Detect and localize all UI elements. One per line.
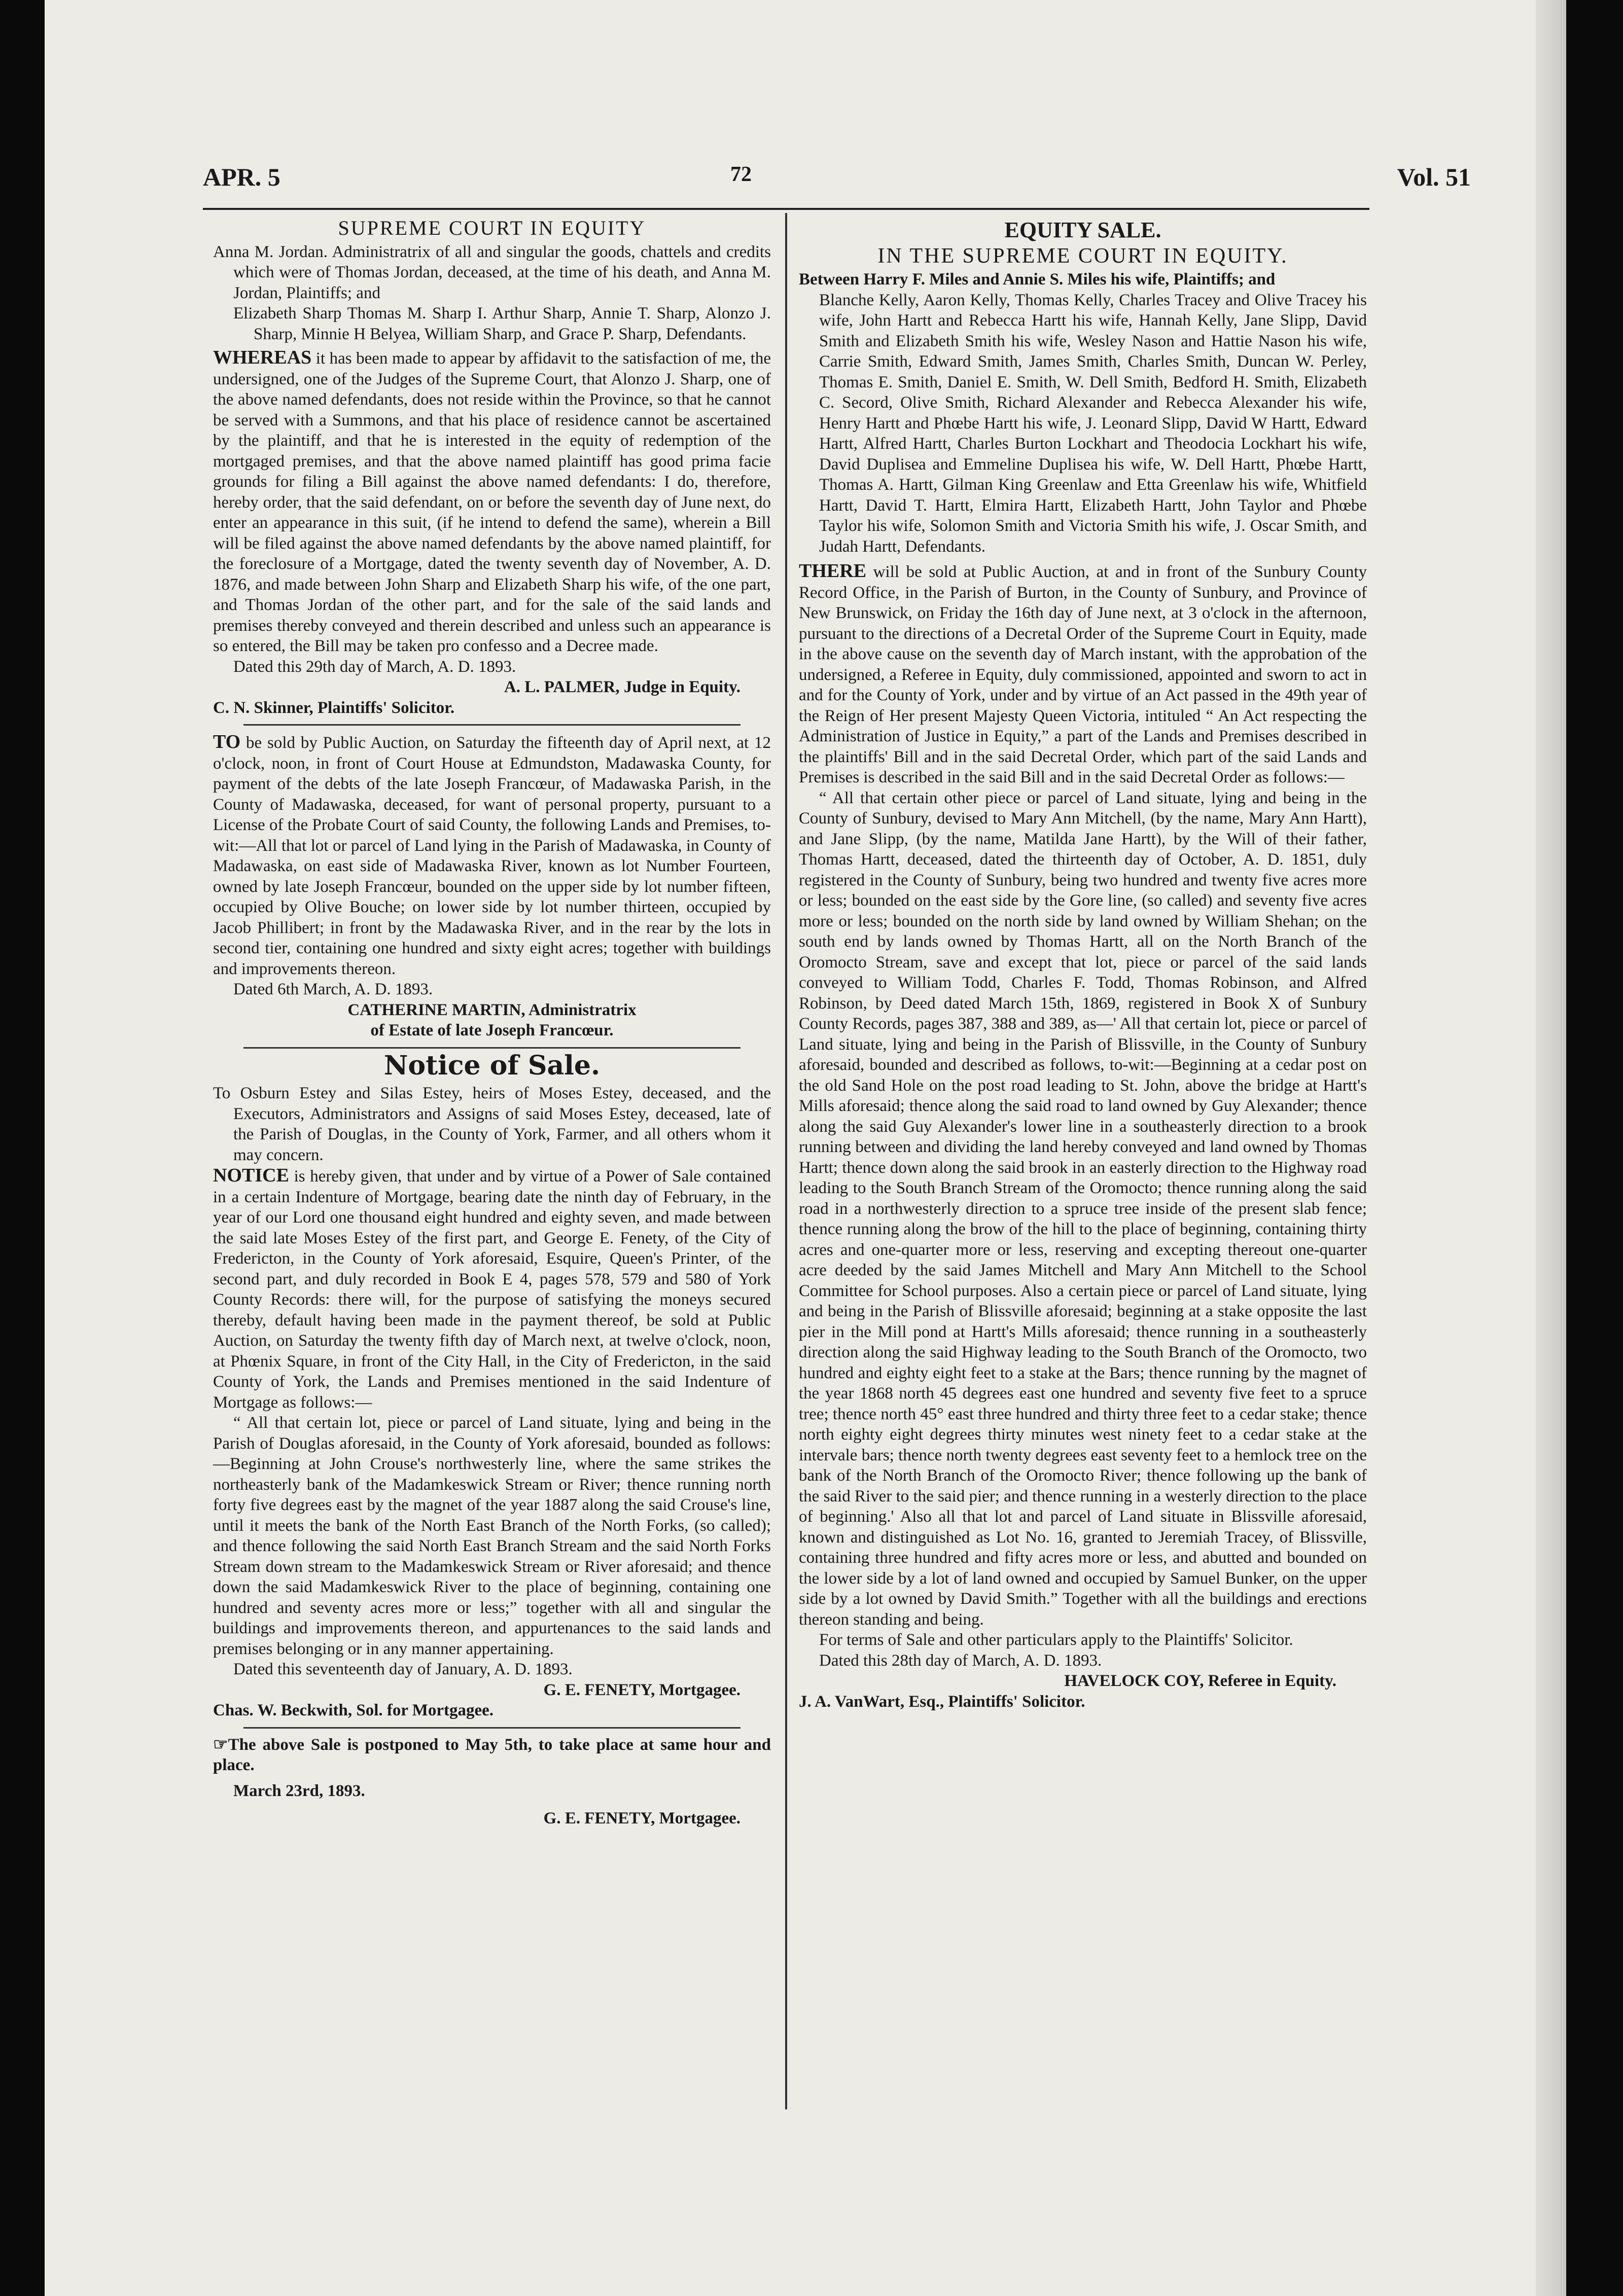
plaintiffs: Anna M. Jordan. Administratrix of all and singular the goods, chattels and credits which were of Thomas Jordan, deceased, at the time of his death, and Anna M. Jordan, Plaintiffs; and <box>213 242 771 302</box>
defendants-list: Blanche Kelly, Aaron Kelly, Thomas Kelly, Charles Tracey and Olive Tracey his wife, John Hartt and Rebecca Hartt his wife, Hannah Kelly, Jane Slipp, David Smith and Elizabeth Smith his wife, Wesley Nason and Hattie Nason his wife, Carrie Smith, Edward Smith, James Smith, Charles Smith, Duncan W. Perley, Thomas E. Smith, Daniel E. Smith, W. Dell Smith, Bedford H. Smith, Elizabeth C. Secord, Olive Smith, Richard Alexander and Rebecca Alexander his wife, Henry Hartt and Phœbe Hartt his wife, J. Leonard Slipp, David W Hartt, Edward Hartt, Alfred Hartt, Charles Burton Lockhart and Theodocia Lockhart his wife, David Duplisea and Emmeline Duplisea his wife, W. Dell Hartt, Phœbe Hartt, Thomas A. Hartt, Gilman King Greenlaw and Etta Greenlaw his wife, Whitfield Hartt, David T. Hartt, Elmira Hartt, Elizabeth Hartt, John Taylor and Phœbe Taylor his wife, Solomon Smith and Victoria Smith his wife, J. Oscar Smith, and Judah Hartt, Defendants. <box>819 291 1367 556</box>
administratrix-1: CATHERINE MARTIN, Administratrix <box>347 1000 637 1019</box>
separator-3 <box>243 1727 740 1729</box>
header-volume: Vol. 51 <box>1397 163 1471 191</box>
equity-sale-heading: EQUITY SALE. <box>1004 218 1161 242</box>
notice-lead: NOTICE <box>213 1165 289 1186</box>
mortgagee-signature-1: G. E. FENETY, Mortgagee. <box>543 1680 740 1699</box>
notice-to: To Osburn Estey and Silas Estey, heirs of Moses Estey, deceased, and the Executors, Administrators and Assigns of said Moses Estey, deceased, late of the Parish of Douglas, in the County of York, Farmer, and all others whom it may concern. <box>213 1084 771 1164</box>
auction-lead: TO <box>213 731 241 752</box>
dated-2: Dated 6th March, A. D. 1893. <box>233 980 433 998</box>
solicitor-2: Chas. W. Beckwith, Sol. for Mortgagee. <box>213 1701 494 1719</box>
between-parties: Between Harry F. Miles and Annie S. Miles his wife, Plaintiffs; and <box>799 270 1276 289</box>
defendants: Elizabeth Sharp Thomas M. Sharp I. Arthur Sharp, Annie T. Sharp, Alonzo J. Sharp, Minnie H Belyea, William Sharp, and Grace P. Sharp, Defendants. <box>233 304 771 343</box>
column-divider <box>785 213 787 2109</box>
notice-paragraph <box>213 1165 771 1413</box>
left-column <box>213 218 771 1829</box>
referee-signature: HAVELOCK COY, Referee in Equity. <box>1064 1672 1336 1690</box>
header-date: APR. 5 <box>203 163 280 191</box>
separator-1 <box>243 724 740 726</box>
auction-body: be sold by Public Auction, on Saturday the fifteenth day of April next, at 12 o'clock, noon, in front of Court House at Edmundston, Madawaska County, for payment of the debts of the late Joseph Francœur, of Madawaska Parish, in the County of Madawaska, deceased, for want of personal property, pursuant to a License of the Probate Court of said County, the following Lands and Premises, to-wit:—All that lot or parcel of Land lying in the Parish of Madawaska, in County of Madawaska, on east side of Madawaska River, known as lot Number Fourteen, owned by late Joseph Francœur, bounded on the upper side by lot number fifteen, occupied by Olive Bouche; on lower side by lot number thirteen, occupied by Jacob Phillibert; in front by the Madawaska River, and in the rear by the lots in second tier, containing one hundred and sixty eight acres; together with buildings and improvements thereon. <box>213 734 771 978</box>
whereas-body: it has been made to appear by affidavit to the satisfaction of me, the undersigned, one of the Judges of the Supreme Court, that Alonzo J. Sharp, one of the above named defendants, does not reside within the Province, so that he cannot be served with a Summons, and that his place of residence cannot be ascertained by the plaintiff, and that he is interested in the equity of redemption of the mortgaged premises, and that the above named plaintiff has good prima facie grounds for filing a Bill against the above named defendants: I do, therefore, hereby order, that the said defendant, on or before the seventh day of June next, do enter an appearance in this suit, (if he intend to defend the same), wherein a Bill will be filed against the above named defendants by the above named plaintiff, for the foreclosure of a Mortgage, dated the twenty seventh day of November, A. D. 1876, and made between John Sharp and Elizabeth Sharp his wife, of the one part, and Thomas Jordan of the other part, and for the sale of the said lands and premises thereby conveyed and therein described and unless such an appearance is so entered, the Bill may be taken pro confesso and a Decree made. <box>213 349 771 655</box>
there-paragraph <box>799 561 1367 788</box>
notice-body: is hereby given, that under and by virtue of a Power of Sale contained in a certain Indenture of Mortgage, bearing date the ninth day of February, in the year of our Lord one thousand eight hundred and eighty seven, and made between the said late Moses Estey of the first part, and George E. Fenety, of the City of Fredericton, in the County of York aforesaid, Esquire, Queen's Printer, of the second part, and duly recorded in Book E 4, pages 578, 579 and 580 of York County Records: there will, for the purpose of satisfying the moneys secured thereby, default having been made in the payment thereof, be sold at Public Auction, on Saturday the twenty fifth day of March next, at twelve o'clock, noon, at Phœnix Square, in front of the City Hall, in the City of Fredericton, in the said County of York, the Lands and Premises mentioned in the said Indenture of Mortgage as follows:— <box>213 1167 771 1412</box>
whereas-paragraph <box>213 347 771 657</box>
separator-2 <box>243 1047 740 1049</box>
administratrix-2: of Estate of late Joseph Francœur. <box>370 1021 614 1039</box>
solicitor-right: J. A. VanWart, Esq., Plaintiffs' Solicitor. <box>799 1692 1085 1711</box>
dated-4: March 23rd, 1893. <box>233 1781 365 1800</box>
there-body: will be sold at Public Auction, at and in front of the Sunbury County Record Office, in the Parish of Burton, in the County of Sunbury, and Province of New Brunswick, on Friday the 16th day of June next, at 3 o'clock in the afternoon, pursuant to the directions of a Decretal Order of the Supreme Court in Equity, made in the above cause on the seventh day of March instant, with the approbation of the undersigned, a Referee in Equity, duly commissioned, appointed and sworn to act in and for the County of York, under and by virtue of an Act passed in the 49th year of the Reign of Her present Majesty Queen Victoria, intituled “ An Act respecting the Administration of Justice in Equity,” a part of the Lands and Premises described in the plaintiffs' Bill and in the said Decretal Order, which part of the said Lands and Premises is described in the said Bill and in the said Decretal Order as follows:— <box>799 563 1367 786</box>
page-fold-shadow <box>1536 0 1566 2296</box>
notice-of-sale-heading: Notice of Sale. <box>383 1050 601 1081</box>
land-description: “ All that certain other piece or parcel of Land situate, lying and being in the County of Sunbury, devised to Mary Ann Mitchell, (by the name, Mary Ann Hartt), and Jane Slipp, (by the name, Matilda Jane Hartt), by the Will of their father, Thomas Hartt, deceased, dated the thirteenth day of October, A. D. 1851, duly registered in the County of Sunbury, being two hundred and twenty five acres more or less; bounded on the east side by the Gore line, (so called) and seventy five acres more or less; bounded on the north side by land owned by William Shehan; on the south end by lands owned by Thomas Hartt, all on the North Branch of the Oromocto Stream, save and except that lot, piece or parcel of the said lands conveyed to William Todd, Charles F. Todd, Thomas Robinson, and Alfred Robinson, by Deed dated March 15th, 1869, registered in Book X of Sunbury County Records, pages 387, 388 and 389, as—' All that certain lot, piece or parcel of Land situate, lying and being in the Parish of Blissville, in the County of Sunbury aforesaid, bounded and described as follows, to-wit:—Beginning at a cedar post on the old Sand Hole on the post road leading to St. John, above the bridge at Hartt's Mills aforesaid; thence along the said road to land owned by Guy Alexander; thence along the said Guy Alexander's lower line in a southeasterly direction to a brook running between and dividing the land hereby conveyed and land owned by Thomas Hartt; thence down along the said brook in an easterly direction to the Highway road leading to the South Branch Stream of the Oromocto; thence running along the said road in a northwesterly direction to a spruce tree inside of the present slab fence; thence running along the brow of the hill to the place of beginning, containing thirty acres and one-quarter more or less, reserving and excepting thereout one-quarter acre deeded by the said James Mitchell and Mary Ann Mitchell to the School Committee for School purposes. Also a certain piece or parcel of Land situate, lying and being in the Parish of Blissville aforesaid; beginning at a stake opposite the last pier in the Mill pond at Hartt's Mills aforesaid; thence running in a southeasterly direction along the said Highway leading to the South Branch of the Oromocto, two hundred and eighty eight feet to a stake at the Bars; thence running by the magnet of the year 1868 north 45 degrees east one hundred and seventy five feet to a spruce tree; thence north 45° east three hundred and thirty three feet to a cedar stake; thence north eighty eight degrees thirty minutes west ninety feet to a cedar stake at the intervale bars; thence north twenty degrees east seventy feet to a hemlock tree on the bank of the North Branch of the Oromocto River; thence following up the bank of the said River to the said pier; and thence running in a westerly direction to the place of beginning.' Also all that lot and parcel of Land situate in Blissville aforesaid, known and distinguished as Lot No. 16, granted to Jeremiah Tracey, of Blissville, containing three hundred and fifty acres more or less, and abutted and bounded on the lower side by a lot of land owned and occupied by Samuel Bunker, on the upper side by a lot owned by David Smith.” Together with all the buildings and erections thereon standing and being. <box>799 788 1367 1629</box>
notice-quote: “ All that certain lot, piece or parcel of Land situate, lying and being in the Parish of Douglas aforesaid, in the County of York aforesaid, bounded as follows:—Beginning at John Crouse's northwesterly line, where the same strikes the northeasterly bank of the Madamkeswick Stream or River; thence running north forty five degrees east by the magnet of the year 1887 along the said Crouse's line, until it meets the bank of the North East Branch of the North Forks, (so called); and thence following the said North East Branch Stream and the said North Forks Stream down stream to the Madamkeswick Stream or River aforesaid; and thence down the said Madamkeswick River to the place of beginning, containing one hundred and seventy acres more or less;” together with all and singular the buildings and improvements thereon, and appurtenances to the said lands and premises belonging or in any manner appertaining. <box>213 1414 771 1658</box>
auction-paragraph <box>213 732 771 979</box>
header-rule <box>203 208 1369 210</box>
court-title: SUPREME COURT IN EQUITY <box>338 217 646 239</box>
page-header <box>203 152 1471 208</box>
judge-signature: A. L. PALMER, Judge in Equity. <box>504 678 740 696</box>
there-lead: THERE <box>799 560 867 582</box>
dated-right: Dated this 28th day of March, A. D. 1893. <box>819 1651 1102 1670</box>
solicitor-1: C. N. Skinner, Plaintiffs' Solicitor. <box>213 698 455 717</box>
dated-1: Dated this 29th day of March, A. D. 1893. <box>233 657 516 676</box>
postponement-note: ☞The above Sale is postponed to May 5th, to take place at same hour and place. <box>213 1735 771 1774</box>
terms-of-sale: For terms of Sale and other particulars apply to the Plaintiffs' Solicitor. <box>819 1631 1293 1649</box>
dated-3: Dated this seventeenth day of January, A. D. 1893. <box>233 1660 573 1678</box>
whereas-lead: WHEREAS <box>213 347 312 368</box>
mortgagee-signature-2: G. E. FENETY, Mortgagee. <box>543 1809 740 1827</box>
right-column <box>799 218 1367 1712</box>
header-page-number: 72 <box>730 163 752 186</box>
court-title-right: IN THE SUPREME COURT IN EQUITY. <box>877 244 1288 268</box>
